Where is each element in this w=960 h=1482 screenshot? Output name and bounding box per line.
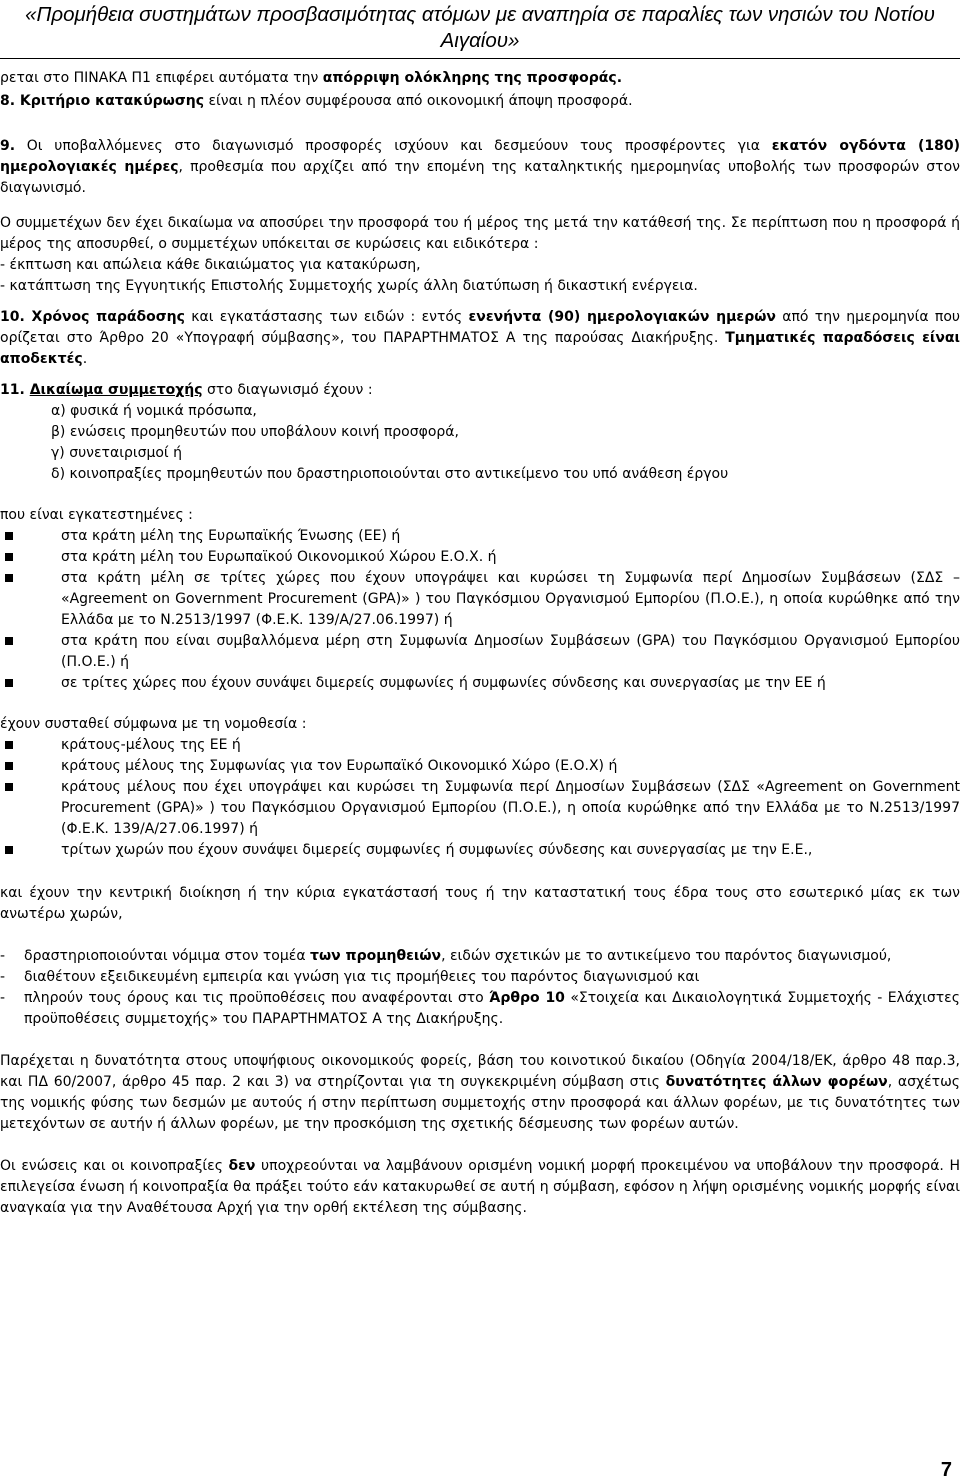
item-9 bbox=[0, 136, 960, 199]
header-divider bbox=[0, 58, 960, 59]
list-item: στα κράτη μέλη σε τρίτες χώρες που έχουν υπογράψει και κυρώσει τη Συμφωνία περί Δημοσίων Συμβάσεων (ΣΔΣ – «Agreement on Government Procurement (GPA)» ) του Παγκόσμιου Οργανισμού Εμπορίου (Π.Ο.Ε.), η οποία κυρώθηκε από την Ελλάδα με το Ν.2513/1997 (Φ.Ε.Κ. 139/Α/27.06.1997) ή bbox=[0, 568, 960, 631]
unions-bold: δεν bbox=[228, 1158, 256, 1174]
item-10 bbox=[0, 307, 960, 370]
capacity-paragraph: Παρέχεται η δυνατότητα στους υποψήφιους οικονομικούς φορείς, βάση του κοινοτικού δικαίου (Οδηγία 2004/18/ΕΚ, άρθρο 48 παρ.3, και ΠΔ 60/2007, άρθρο 45 παρ. 2 και 3) να στηρίζονται για τη συγκεκριμένη σύμβαση στις δυνατότητες άλλων φορέων, ασχέτως της νομικής φύσης των δεσμών με αυτούς ή στην περίπτωση συμμετοχής στην προσφορά και άλλων φορέων, με τις δυνατότητες των μετεχόντων σε αυτήν ή άλλων φορέων, με την προσκόμιση της σχετικής δέσμευσης των φορέων αυτών. bbox=[0, 1053, 960, 1132]
item-10-bold: ενενήντα (90) ημερολογιακών ημερών bbox=[468, 309, 776, 325]
established-lead: που είναι εγκατεστημένες : bbox=[0, 507, 193, 523]
item-10-heading: 10. Χρόνος παράδοσης bbox=[0, 309, 185, 325]
withdraw-paragraph: Ο συμμετέχων δεν έχει δικαίωμα να αποσύρει την προσφορά του ή μέρος της μετά την κατάθεσή της. Σε περίπτωση που η προσφορά ή μέρος της αποσυρθεί, ο συμμετέχων υπόκειται σε κυρώσεις και ειδικότερα : bbox=[0, 215, 960, 252]
bullet-icon bbox=[5, 532, 13, 540]
header-title-line-1: «Προμήθεια συστημάτων προσβασιμότητας ατόμων με αναπηρία σε παραλίες των νησιών του Νοτίου bbox=[25, 3, 935, 26]
formed-lead: έχουν συσταθεί σύμφωνα με τη νομοθεσία : bbox=[0, 716, 307, 732]
list-item: δ) κοινοπραξίες προμηθευτών που δραστηριοποιούνται στο αντικείμενο του υπό ανάθεση έργου bbox=[51, 466, 729, 482]
withdraw-consequence-1: - έκπτωση και απώλεια κάθε δικαιώματος για κατακύρωση, bbox=[0, 257, 421, 273]
bullet-icon bbox=[5, 741, 13, 749]
item-8-heading: 8. Κριτήριο κατακύρωσης bbox=[0, 93, 205, 109]
list-item: τρίτων χωρών που έχουν συνάψει διμερείς συμφωνίες ή συμφωνίες σύνδεσης και συνεργασίας με την Ε.Ε., bbox=[0, 840, 960, 861]
document-body bbox=[0, 68, 960, 1219]
established-list bbox=[0, 526, 960, 694]
item-8 bbox=[0, 91, 960, 112]
list-item: στα κράτη μέλη του Ευρωπαϊκού Οικονομικού Χώρου Ε.Ο.Χ. ή bbox=[0, 547, 960, 568]
dash-marker: - bbox=[0, 990, 6, 1006]
item-9-text-1: Οι υποβαλλόμενες στο διαγωνισμό προσφορές ισχύουν και δεσμεύουν τους προσφέροντες για bbox=[15, 138, 772, 154]
item-11-heading: Δικαίωμα συμμετοχής bbox=[29, 382, 203, 398]
item-10-text-1: και εγκατάστασης των ειδών : εντός bbox=[184, 309, 469, 325]
withdraw-consequence-2: - κατάπτωση της Εγγυητικής Επιστολής Συμμετοχής χωρίς άλλη διατύπωση ή δικαστική ενέργεια. bbox=[0, 278, 698, 294]
header-title-line-2: Αιγαίου» bbox=[440, 29, 520, 52]
administration-paragraph: και έχουν την κεντρική διοίκηση ή την κύρια εγκατάστασή τους ή την καταστατική τους έδρα τους στο εσωτερικό μίας εκ των ανωτέρω χωρών, bbox=[0, 885, 960, 922]
participant-types-list bbox=[0, 401, 960, 485]
bullet-icon bbox=[5, 574, 13, 582]
list-item: α) φυσικά ή νομικά πρόσωπα, bbox=[51, 403, 257, 419]
page-number: 7 bbox=[940, 1459, 952, 1481]
item-10-text-2: από την ημερομηνία που ορίζεται στο Άρθρο 20 «Υπογραφή σύμβασης», του ΠΑΡΑΡΤΗΜΑΤΟΣ Α της παρούσας Διακήρυξης. bbox=[0, 309, 960, 346]
item-10-text-3: . bbox=[82, 351, 88, 367]
page-header bbox=[0, 2, 960, 54]
item-11-text: στο διαγωνισμό έχουν : bbox=[202, 382, 373, 398]
list-item: κράτους-μέλους της ΕΕ ή bbox=[0, 735, 960, 756]
bullet-icon bbox=[5, 846, 13, 854]
formed-list bbox=[0, 735, 960, 861]
bullet-icon bbox=[5, 679, 13, 687]
intro-bold: απόρριψη ολόκληρης της προσφοράς. bbox=[322, 70, 623, 86]
list-item: - δραστηριοποιούνται νόμιμα στον τομέα των προμηθειών, ειδών σχετικών με το αντικείμενο του παρόντος διαγωνισμού, bbox=[0, 946, 960, 967]
list-item: - διαθέτουν εξειδικευμένη εμπειρία και γνώση για τις προμήθειες του παρόντος διαγωνισμού και bbox=[0, 967, 960, 988]
item-9-text-2: , προθεσμία που αρχίζει από την επομένη της καταληκτικής ημερομηνίας υποβολής των προσφορών στον διαγωνισμό. bbox=[0, 159, 960, 196]
bullet-icon bbox=[5, 783, 13, 791]
bullet-icon bbox=[5, 637, 13, 645]
item-9-number: 9. bbox=[0, 138, 16, 154]
list-item: στα κράτη μέλη της Ευρωπαϊκής Ένωσης (ΕΕ) ή bbox=[0, 526, 960, 547]
dash-marker: - bbox=[0, 948, 6, 964]
list-item: κράτους μέλους της Συμφωνίας για τον Ευρωπαϊκό Οικονομικό Χώρο (Ε.Ο.Χ) ή bbox=[0, 756, 960, 777]
list-item: σε τρίτες χώρες που έχουν συνάψει διμερείς συμφωνίες ή συμφωνίες σύνδεσης και συνεργασίας με την ΕΕ ή bbox=[0, 673, 960, 694]
item-9-bold: εκατόν ογδόντα (180) ημερολογιακές ημέρες bbox=[0, 138, 960, 175]
item-8-text: είναι η πλέον συμφέρουσα από οικονομική άποψη προσφορά. bbox=[204, 93, 633, 109]
unions-paragraph: Οι ενώσεις και οι κοινοπραξίες δεν υποχρεούνται να λαμβάνουν ορισμένη νομική μορφή προκειμένου να υποβάλουν την προσφορά. Η επιλεγείσα ένωση ή κοινοπραξία θα πράξει τούτο εάν κατακυρωθεί σε αυτή η σύμβαση, εφόσον η λήψη ορισμένης νομικής μορφής είναι αναγκαία για την Αναθέτουσα Αρχή για την ορθή εκτέλεση της σύμβασης. bbox=[0, 1158, 960, 1216]
item-11-number: 11. bbox=[0, 382, 30, 398]
bullet-icon bbox=[5, 762, 13, 770]
list-item: β) ενώσεις προμηθευτών που υποβάλουν κοινή προσφορά, bbox=[51, 424, 459, 440]
conditions-list bbox=[0, 946, 960, 1030]
list-item: γ) συνεταιρισμοί ή bbox=[51, 445, 182, 461]
dash-marker: - bbox=[0, 969, 6, 985]
list-item: στα κράτη που είναι συμβαλλόμενα μέρη στη Συμφωνία Δημοσίων Συμβάσεων (GPA) του Παγκόσμιου Οργανισμού Εμπορίου (Π.Ο.Ε.) ή bbox=[0, 631, 960, 673]
intro-paragraph bbox=[0, 68, 960, 89]
item-10-bold-2: Τμηματικές παραδόσεις είναι αποδεκτές bbox=[0, 330, 960, 367]
list-item: - πληρούν τους όρους και τις προϋποθέσεις που αναφέρονται στο Άρθρο 10 «Στοιχεία και Δικαιολογητικά Συμμετοχής - Ελάχιστες προϋποθέσεις συμμετοχής» του ΠΑΡΑΡΤΗΜΑΤΟΣ Α της Διακήρυξης. bbox=[0, 990, 960, 1027]
intro-text: ρεται στο ΠΙΝΑΚΑ Π1 επιφέρει αυτόματα την bbox=[0, 70, 323, 86]
item-11 bbox=[0, 380, 960, 401]
bullet-icon bbox=[5, 553, 13, 561]
capacity-bold: δυνατότητες άλλων φορέων bbox=[665, 1074, 888, 1090]
list-item: κράτους μέλους που έχει υπογράψει και κυρώσει τη Συμφωνία περί Δημοσίων Συμβάσεων (ΣΔΣ «Agreement on Government Procurement (GPA)» ) του Παγκόσμιου Οργανισμού Εμπορίου (Π.Ο.Ε.), η οποία κυρώθηκε από την Ελλάδα με το Ν.2513/1997 (Φ.Ε.Κ. 139/Α/27.06.1997) ή bbox=[0, 777, 960, 840]
